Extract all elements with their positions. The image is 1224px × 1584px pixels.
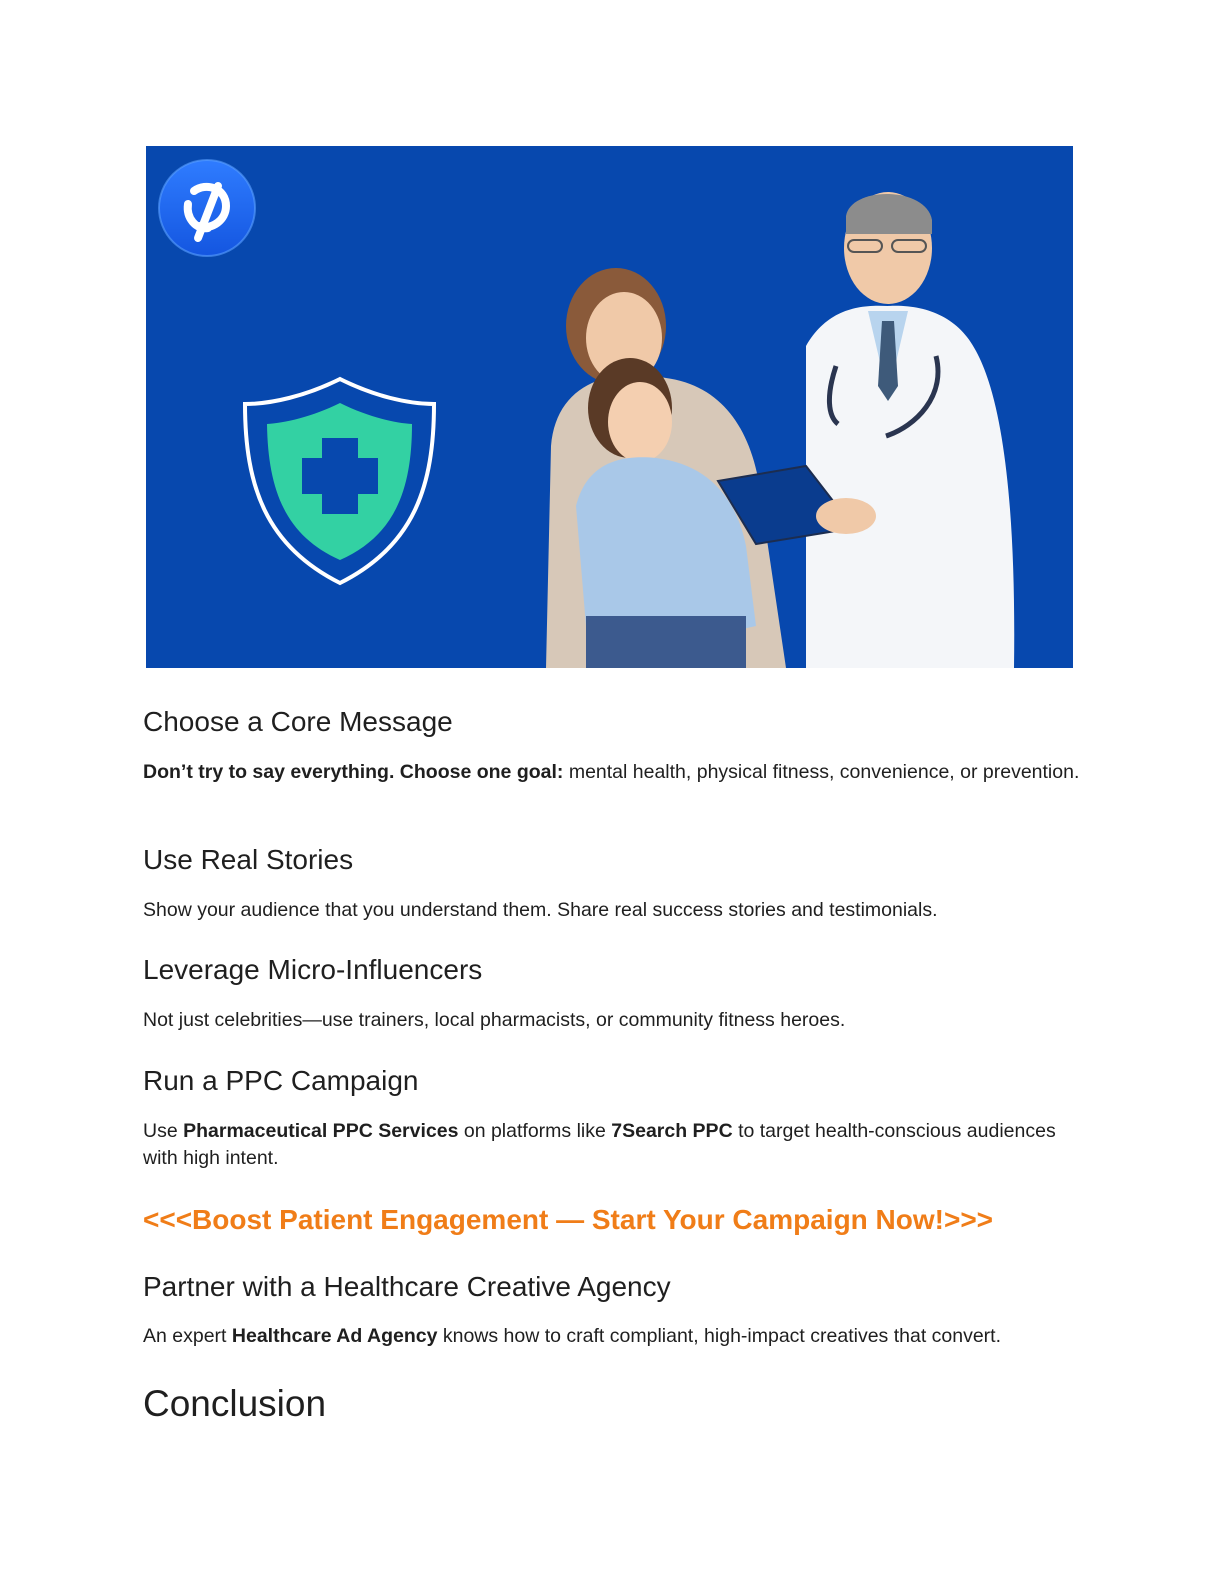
cta-row [143,1203,993,1237]
paragraph-text: knows how to craft compliant, high-impact creatives that convert. [437,1325,1002,1347]
paragraph-text: Use [143,1120,184,1142]
bold-keyword: Healthcare Ad Agency [231,1325,438,1347]
paragraph-text: An expert [143,1325,232,1347]
section-heading: Choose a Core Message [143,706,453,737]
paragraph-text: on platforms like [458,1120,612,1142]
hero-banner-image [146,146,1073,668]
section-paragraph: Not just celebrities—use trainers, local pharmacists, or community fitness heroes. [143,1009,846,1031]
bold-keyword: Pharmaceutical PPC Services [183,1120,459,1142]
section-heading: Leverage Micro-Influencers [143,954,483,985]
section-paragraph [143,759,1079,786]
section-heading: Use Real Stories [143,844,354,875]
paragraph-text: mental health, physical fitness, convenience, or prevention. [563,761,1080,783]
hero-illustration [146,146,1073,668]
7search-logo-icon [159,160,255,256]
section-paragraph [143,1323,1001,1350]
bold-lead: Don’t try to say everything. Choose one goal: [143,761,564,783]
section-paragraph: Show your audience that you understand them. Share real success stories and testimonials. [143,899,938,921]
section-heading: Partner with a Healthcare Creative Agency [143,1271,671,1302]
bold-keyword: 7Search PPC [611,1120,733,1142]
paragraph-text: to target health-conscious audiences with high intent. [143,1120,1056,1169]
section-heading: Run a PPC Campaign [143,1065,419,1096]
cta-link[interactable]: <<<Boost Patient Engagement — Start Your Campaign Now!>>> [143,1204,994,1235]
conclusion-heading: Conclusion [143,1383,327,1424]
section-paragraph [143,1118,1083,1172]
